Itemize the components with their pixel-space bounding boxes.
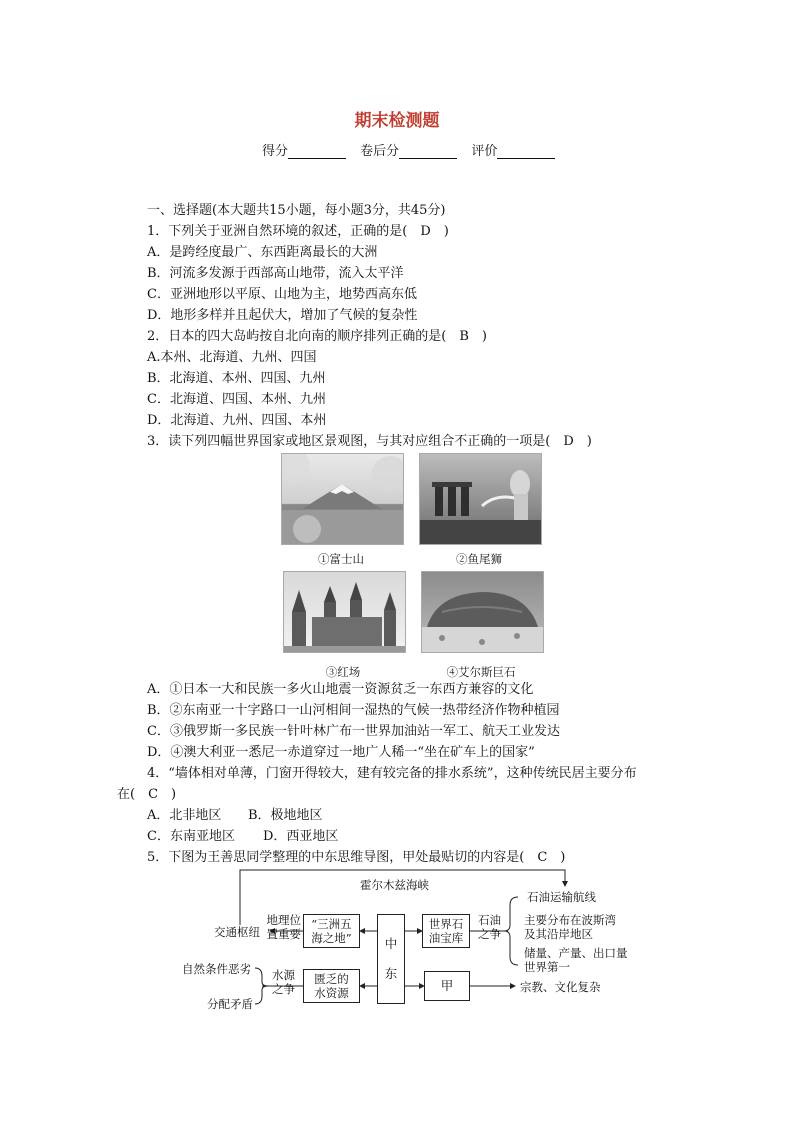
q3-option-b: B．②东南亚一十字路口一山河相间一湿热的气候一热带经济作物种植园 — [147, 703, 560, 718]
geo-position-line2: 置重要 — [266, 927, 301, 941]
score-label: 得分 — [262, 144, 289, 159]
q4-stem-line1: 4．“墙体相对单薄，门窗开得较大，建有较完备的排水系统”，这种传统民居主要分布 — [147, 766, 637, 781]
oil-struggle-line1: 石油 — [478, 913, 501, 927]
water-scarce-node — [303, 969, 360, 1003]
center-char-2: 东 — [384, 966, 398, 981]
jia-node: 甲 — [424, 971, 470, 1001]
q2-option-d: D．北海道、九州、四国、本州 — [147, 413, 327, 428]
water-struggle-line2: 之争 — [272, 982, 295, 996]
geo-position-line1: 地理位 — [266, 913, 301, 927]
water-struggle-label — [272, 968, 295, 996]
three-continents-node — [303, 914, 360, 948]
q4-option-b: B．极地地区 — [248, 808, 323, 823]
q1-option-c: C．亚洲地形以平原、山地为主，地势西高东低 — [147, 287, 417, 302]
q2-stem: 2．日本的四大岛屿按自北向南的顺序排列正确的是( B ) — [147, 329, 487, 344]
page-title: 期末检测题 — [354, 111, 440, 131]
strait-label: 霍尔木兹海峡 — [360, 878, 429, 892]
post-score-label: 卷后分 — [360, 144, 400, 159]
three-continents-line2: 海之地” — [311, 931, 352, 945]
water-scarce-line1: 匮乏的 — [314, 972, 349, 986]
caption-1: ①富士山 — [318, 552, 364, 566]
review-label: 评价 — [471, 144, 498, 159]
q4-stem-line2: 在( C ) — [117, 787, 177, 802]
q2-option-a: A.本州、北海道、九州、四国 — [147, 350, 317, 365]
reserves-line2: 世界第一 — [524, 960, 570, 974]
section-heading: 一、选择题(本大题共15小题，每小题3分，共45分) — [147, 203, 446, 218]
oil-route-label: 石油运输航线 — [527, 890, 596, 904]
bad-conditions-label: 自然条件恶劣 — [182, 962, 251, 976]
reserves-label — [524, 946, 628, 974]
distribution-line2: 及其沿岸地区 — [524, 927, 593, 941]
caption-3: ③红场 — [325, 665, 361, 679]
q1-option-a: A．是跨经度最广、东西距离最长的大洲 — [147, 245, 378, 260]
q1-option-b: B．河流多发源于西部高山地带，流入太平洋 — [147, 266, 404, 281]
q4-option-c: C．东南亚地区 — [147, 829, 235, 844]
caption-4: ④艾尔斯巨石 — [446, 665, 516, 679]
oil-struggle-label — [478, 913, 501, 941]
water-scarce-line2: 水资源 — [314, 986, 349, 1000]
q3-option-a: A．①日本一大和民族一多火山地震一资源贫乏一东西方兼容的文化 — [147, 682, 534, 697]
distribution-label — [524, 913, 616, 941]
transport-hub-label: 交通枢纽 — [214, 925, 260, 939]
q3-option-d: D．④澳大利亚一悉尼一赤道穿过一地广人稀一“坐在矿车上的国家” — [147, 745, 535, 760]
oil-treasury-line1: 世界石 — [428, 917, 464, 931]
water-struggle-line1: 水源 — [272, 968, 295, 982]
distribution-line1: 主要分布在波斯湾 — [524, 913, 616, 927]
religion-label: 宗教、文化复杂 — [520, 980, 601, 994]
oil-treasury-node — [422, 914, 470, 948]
oil-treasury-line2: 油宝库 — [428, 931, 464, 945]
center-node — [377, 914, 405, 1004]
q1-stem: 1．下列关于亚洲自然环境的叙述，正确的是( D ) — [147, 224, 449, 239]
q2-option-c: C．北海道、四国、本州、九州 — [147, 392, 326, 407]
q3-option-c: C．③俄罗斯一多民族一针叶林广布一世界加油站一军工、航天工业发达 — [147, 724, 560, 739]
q1-option-d: D．地形多样并且起伏大，增加了气候的复杂性 — [147, 308, 418, 323]
center-char-1: 中 — [384, 936, 398, 951]
oil-struggle-line2: 之争 — [478, 927, 501, 941]
q4-option-d: D．西亚地区 — [263, 829, 339, 844]
q2-option-b: B．北海道、本州、四国、九州 — [147, 371, 326, 386]
q3-stem: 3．读下列四幅世界国家或地区景观图，与其对应组合不正确的一项是( D ) — [147, 434, 592, 449]
reserves-line1: 储量、产量、出口量 — [524, 946, 628, 960]
q4-option-a: A．北非地区 — [147, 808, 222, 823]
geo-position-label — [265, 913, 301, 941]
q5-stem: 5．下图为王善思同学整理的中东思维导图，甲处最贴切的内容是( C ) — [147, 850, 566, 865]
three-continents-line1: “三洲五 — [311, 917, 352, 931]
distribution-conflict-label: 分配矛盾 — [207, 997, 253, 1011]
caption-2: ②鱼尾狮 — [456, 552, 502, 566]
